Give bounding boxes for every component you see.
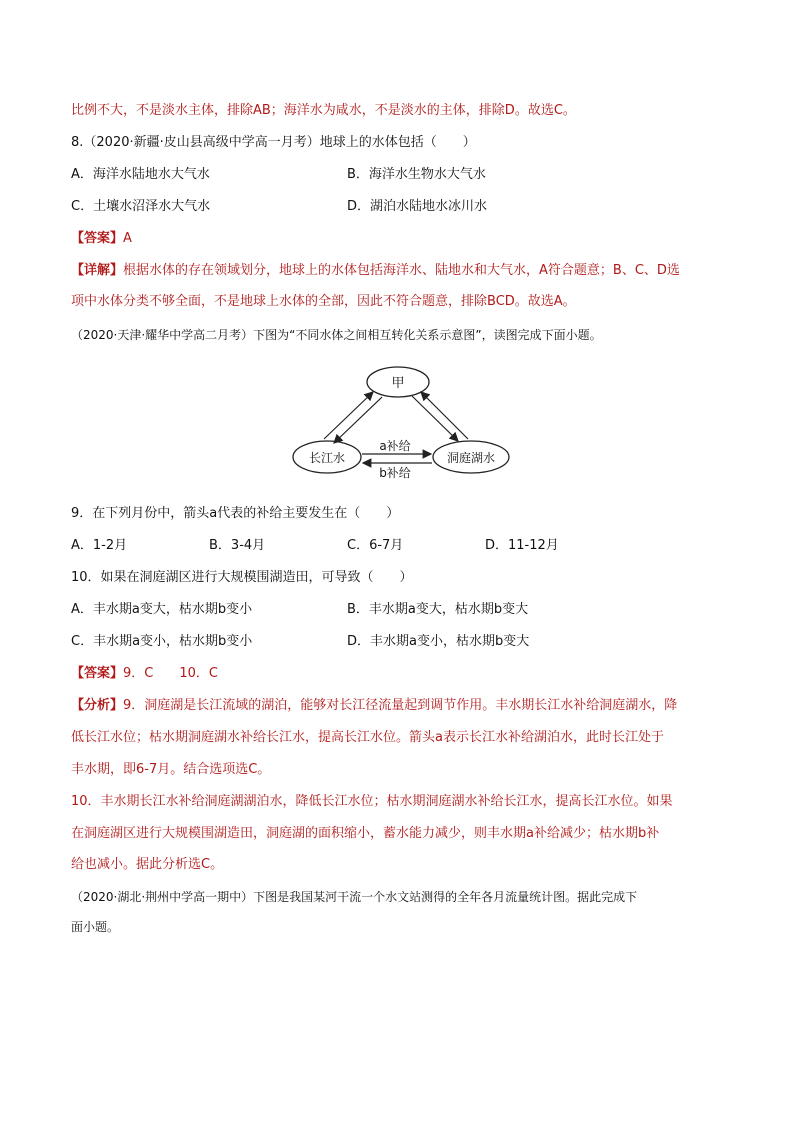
analysis-line2: 低长江水位；枯水期洞庭湖水补给长江水，提高长江水位。箭头a表示长江水补给湖泊水，此时长江处于 <box>71 730 664 745</box>
q8-answer-tag: 【答案】 <box>71 231 124 246</box>
arrow-a-label: a补给 <box>379 439 411 453</box>
q10-option-a: A．丰水期a变大，枯水期b变小 <box>71 602 253 617</box>
q10-stem: 10．如果在洞庭湖区进行大规模围湖造田，可导致（ ） <box>71 570 413 585</box>
intro-next-line2: 面小题。 <box>71 920 120 934</box>
analysis-line3: 丰水期，即6-7月。结合选项选C。 <box>71 762 271 777</box>
node-dongting-label: 洞庭湖水 <box>446 451 496 465</box>
q8-answer <box>71 231 132 247</box>
q8-option-d: D．湖泊水陆地水冰川水 <box>347 199 488 214</box>
node-jia-label: 甲 <box>391 376 405 391</box>
analysis-line1 <box>71 698 677 714</box>
q8-option-a: A．海洋水陆地水大气水 <box>71 167 210 182</box>
analysis-line6: 给也减小。据此分析选C。 <box>71 857 224 872</box>
arrow-b-label: b补给 <box>379 466 411 480</box>
answer-q9-10 <box>71 666 218 682</box>
q10-option-d: D．丰水期a变小，枯水期b变大 <box>347 634 530 649</box>
node-changjiang-label: 长江水 <box>308 451 346 465</box>
arrow-jia-to-changjiang <box>334 397 382 443</box>
q8-detail-text1: 根据水体的存在领域划分，地球上的水体包括海洋水、陆地水和大气水，A符合题意；B、C、D选 <box>123 263 680 278</box>
q9-stem: 9．在下列月份中，箭头a代表的补给主要发生在（ ） <box>71 506 400 521</box>
q9-option-c: C．6-7月 <box>347 538 404 553</box>
answer-q9-10-value: 9．C 10．C <box>123 666 218 681</box>
answer-q9-10-tag: 【答案】 <box>71 666 124 681</box>
arrow-changjiang-to-jia <box>324 392 373 439</box>
intro-q9-10: （2020·天津·耀华中学高二月考）下图为“不同水体之间相互转化关系示意图”，读图完成下面小题。 <box>71 328 602 342</box>
q9-option-a: A．1-2月 <box>71 538 128 553</box>
q10-option-c: C．丰水期a变小，枯水期b变小 <box>71 634 253 649</box>
analysis-tag: 【分析】 <box>71 698 124 713</box>
analysis-text1: 9．洞庭湖是长江流域的湖泊，能够对长江径流量起到调节作用。丰水期长江水补给洞庭湖水，降 <box>123 698 678 713</box>
q9-option-b: B．3-4月 <box>209 538 266 553</box>
arrow-jia-to-dongting <box>412 396 458 441</box>
q10-option-b: B．丰水期a变大，枯水期b变大 <box>347 602 529 617</box>
arrow-dongting-to-jia <box>421 392 468 439</box>
water-transform-diagram <box>290 362 520 482</box>
analysis-line5: 在洞庭湖区进行大规模围湖造田，洞庭湖的面积缩小，蓄水能力减少，则丰水期a补给减少；枯水期b补 <box>71 826 660 841</box>
prev-explanation: 比例不大，不是淡水主体，排除AB；海洋水为咸水，不是淡水的主体，排除D。故选C。 <box>71 103 576 118</box>
q8-option-b: B．海洋水生物水大气水 <box>347 167 486 182</box>
q8-detail-line1 <box>71 263 680 279</box>
q8-answer-value: A <box>123 231 132 246</box>
q8-stem: 8.（2020·新疆·皮山县高级中学高一月考）地球上的水体包括（ ） <box>71 135 476 150</box>
q8-detail-line2: 项中水体分类不够全面，不是地球上水体的全部，因此不符合题意，排除BCD。故选A。 <box>71 294 576 309</box>
q8-detail-tag: 【详解】 <box>71 263 124 278</box>
q8-option-c: C．土壤水沼泽水大气水 <box>71 199 211 214</box>
analysis-line4: 10．丰水期长江水补给洞庭湖湖泊水，降低长江水位；枯水期洞庭湖水补给长江水，提高长江水位。如果 <box>71 794 673 809</box>
q9-option-d: D．11-12月 <box>485 538 559 553</box>
intro-next-line1: （2020·湖北·荆州中学高一期中）下图是我国某河干流一个水文站测得的全年各月流量统计图。据此完成下 <box>71 890 638 904</box>
